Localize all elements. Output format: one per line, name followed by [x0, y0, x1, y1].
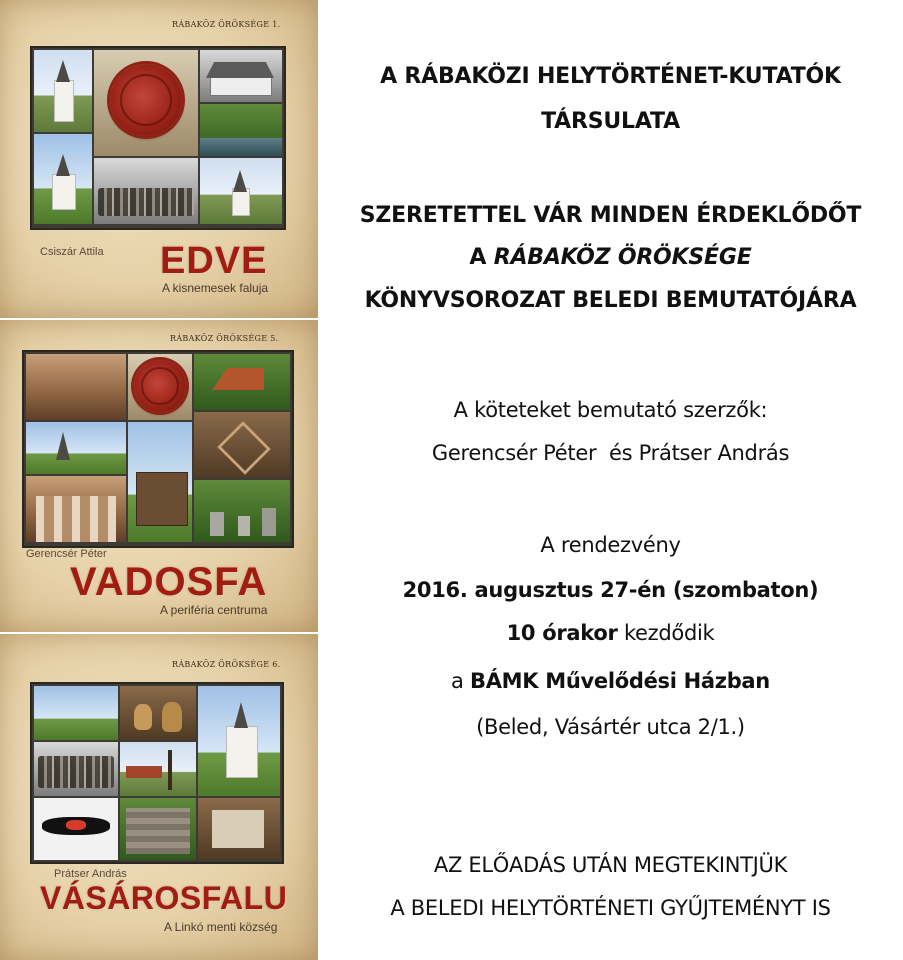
organizer-line-1: A RÁBAKÖZI HELYTÖRTÉNET-KUTATÓK [380, 64, 841, 89]
white-church-photo [198, 686, 280, 796]
villagers-photo [34, 742, 118, 796]
event-intro: A rendezvény [540, 533, 681, 557]
class-photo [94, 158, 198, 224]
book-series-label: RÁBAKÖZ ÖRÖKSÉGE 1. [172, 20, 281, 29]
book-cover-vasarosfalu [0, 634, 318, 960]
thatched-house-photo [200, 50, 282, 102]
event-date: 2016. augusztus 27-én (szombaton) [402, 578, 819, 602]
village-church-photo [200, 158, 282, 224]
event-time-bold: 10 órakor [506, 621, 618, 645]
red-roof-house-photo [194, 354, 290, 410]
closing-line-1: AZ ELŐADÁS UTÁN MEGTEKINTJÜK [433, 853, 788, 877]
book-subtitle: A periféria centruma [160, 603, 268, 617]
event-place-bold: BÁMK Művelődési Házban [470, 669, 770, 693]
book-title: VADOSFA [70, 560, 268, 604]
chapel-photo [34, 134, 92, 224]
book-photo-collage [30, 682, 284, 864]
book-title: EDVE [160, 240, 268, 282]
book-photo-collage [30, 46, 286, 230]
book-cover-edve [0, 0, 318, 318]
invite-line-2 [318, 245, 903, 270]
belfry-interior-photo [194, 412, 290, 478]
book-series-label: RÁBAKÖZ ÖRÖKSÉGE 6. [172, 660, 281, 669]
church-interior-photo [26, 354, 126, 420]
wooden-barn-photo [128, 422, 192, 542]
organizer-line-2: TÁRSULATA [541, 109, 680, 134]
cemetery-photo [194, 480, 290, 542]
invite-line-2-prefix: A [469, 245, 494, 270]
book-subtitle: A kisnemesek falujа [162, 281, 269, 295]
church-hall-photo [26, 476, 126, 542]
authors-names: Gerencsér Péter és Prátser András [431, 441, 790, 465]
invite-line-1: SZERETETTEL VÁR MINDEN ÉRDEKLŐDŐT [359, 203, 862, 228]
stone-wall-photo [120, 798, 196, 860]
event-place-prefix: a [451, 669, 470, 693]
book-cover-vadosfa [0, 320, 318, 632]
book-series-label: RÁBAKÖZ ÖRÖKSÉGE 5. [170, 334, 279, 343]
event-time-rest: kezdődik [617, 621, 715, 645]
bell-tower-photo [120, 742, 196, 796]
event-address: (Beled, Vásártér utca 2/1.) [476, 715, 745, 739]
wax-seal-photo [128, 354, 192, 420]
book-author: Prátser András [54, 868, 127, 880]
event-place [318, 669, 903, 693]
church-photo [34, 50, 92, 132]
closing-line-2: A BELEDI HELYTÖRTÉNETI GYŰJTEMÉNYT IS [390, 896, 831, 920]
invite-line-3: KÖNYVSOROZAT BELEDI BEMUTATÓJÁRA [364, 288, 857, 313]
book-author: Csiszár Attila [40, 246, 104, 258]
authors-intro: A köteteket bemutató szerzők: [453, 398, 768, 422]
bells-photo [120, 686, 196, 740]
pond-photo [200, 104, 282, 156]
book-author: Gerencsér Péter [26, 548, 107, 560]
event-time [318, 621, 903, 645]
book-title: VÁSÁROSFALU [40, 880, 288, 916]
seal-icon [110, 64, 182, 136]
band-logo-photo [34, 798, 118, 860]
series-name: RÁBAKÖZ ÖRÖKSÉGE [493, 245, 752, 270]
book-photo-collage [22, 350, 294, 548]
book-subtitle: A Linkó menti község [164, 920, 278, 934]
village-view-photo [26, 422, 126, 474]
wax-seal-document [94, 50, 198, 156]
field-road-photo [34, 686, 118, 740]
seal-icon [134, 360, 186, 412]
farmhouse-interior-photo [198, 798, 280, 860]
